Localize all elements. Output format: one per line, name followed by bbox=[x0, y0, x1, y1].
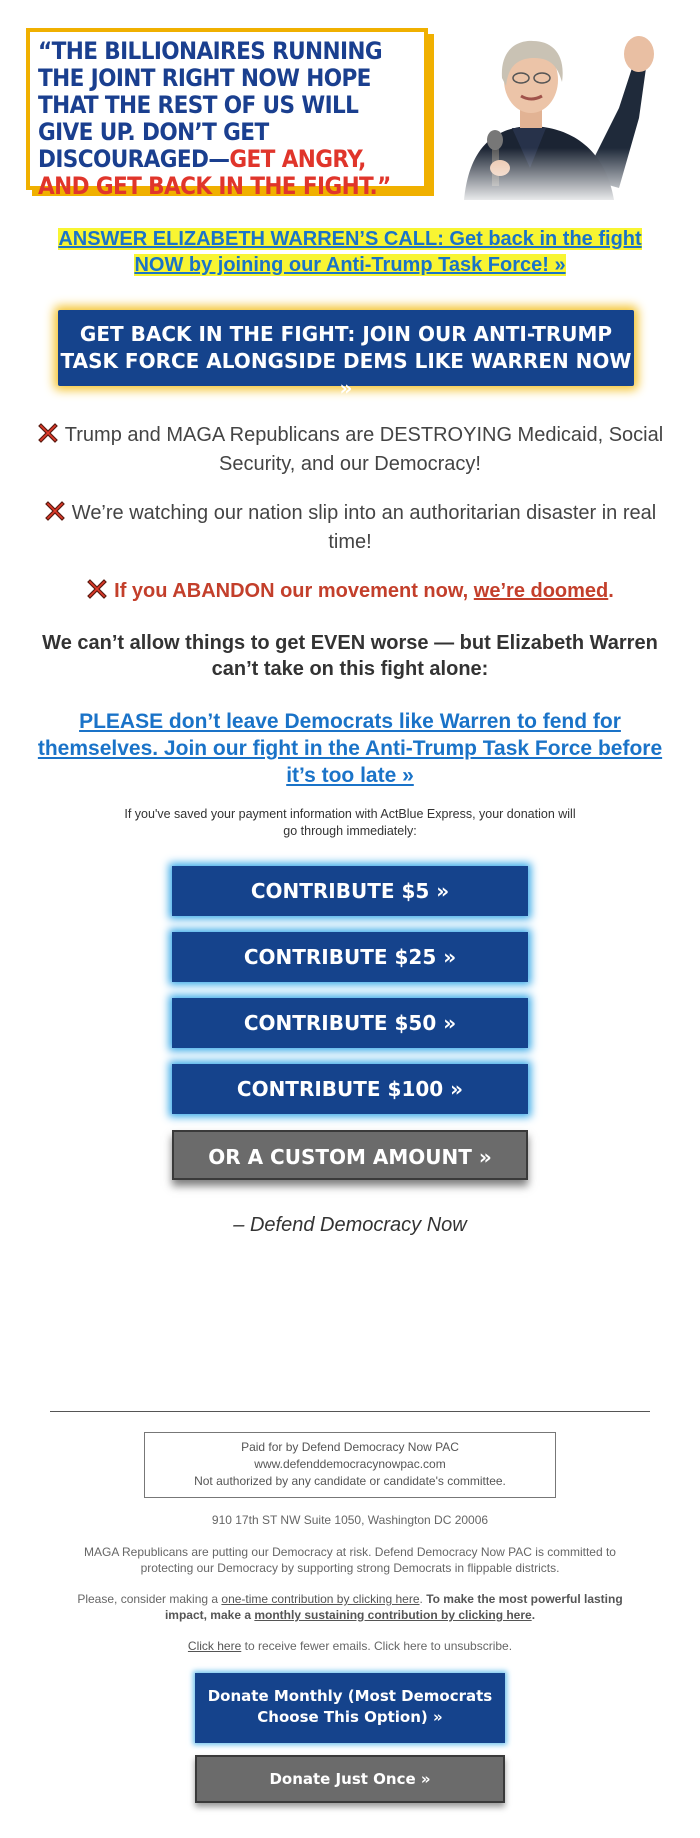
unsubscribe-text: to receive fewer emails. Click here to unsubscribe. bbox=[241, 1639, 513, 1653]
red-x-icon bbox=[86, 578, 108, 607]
quote-red-text: GET ANGRY, AND GET BACK IN THE FIGHT.” bbox=[38, 145, 391, 200]
please-join-anchor[interactable]: PLEASE don’t leave Democrats like Warren to fend for themselves. Join our fight in the Anti-Trump Task Force before it’s too late » bbox=[37, 710, 663, 787]
contribute-25-button[interactable]: CONTRIBUTE $25 » bbox=[172, 932, 528, 982]
consider-pre: Please, consider making a bbox=[77, 1592, 222, 1606]
bullet-authoritarian bbox=[30, 500, 670, 555]
bullet-text: If you ABANDON our movement now, bbox=[114, 580, 474, 602]
mission-statement: MAGA Republicans are putting our Democracy at risk. Defend Democracy Now PAC is committed to protecting our Democracy by supporting strong Democrats in flippable districts. bbox=[84, 1545, 616, 1575]
paid-for-box bbox=[144, 1432, 556, 1498]
doomed-text: we’re doomed bbox=[473, 580, 609, 602]
paid-for-line: Paid for by Defend Democracy Now PAC bbox=[241, 1440, 459, 1454]
warren-photo bbox=[434, 28, 674, 200]
custom-amount-button[interactable]: OR A CUSTOM AMOUNT » bbox=[172, 1130, 528, 1180]
actblue-note: If you've saved your payment information with ActBlue Express, your donation will go through immediately: bbox=[124, 807, 576, 838]
contribution-options bbox=[60, 1591, 640, 1623]
hero-banner bbox=[26, 28, 674, 198]
donate-once-button[interactable]: Donate Just Once » bbox=[195, 1755, 505, 1803]
bullet-text: We’re watching our nation slip into an authoritarian disaster in real time! bbox=[71, 502, 657, 553]
one-time-link[interactable]: one-time contribution by clicking here bbox=[221, 1592, 420, 1606]
contribute-100-button[interactable]: CONTRIBUTE $100 » bbox=[172, 1064, 528, 1114]
cant-allow-heading: We can’t allow things to get EVEN worse — but Elizabeth Warren can’t take on this fight alone: bbox=[42, 632, 658, 680]
signoff: – Defend Democracy Now bbox=[233, 1214, 467, 1236]
footer-divider bbox=[50, 1411, 650, 1412]
please-join-link[interactable] bbox=[30, 708, 670, 789]
bullet-destroying bbox=[30, 422, 670, 477]
disclaimer-line: Not authorized by any candidate or candidate's committee. bbox=[194, 1474, 506, 1488]
mailing-address: 910 17th ST NW Suite 1050, Washington DC 20006 bbox=[211, 1513, 489, 1527]
bullet-text: Trump and MAGA Republicans are DESTROYING Medicaid, Social Security, and our Democracy! bbox=[64, 424, 664, 475]
bullet-abandon bbox=[30, 578, 670, 607]
consider-bold: To make the most powerful lasting impact, make a monthly sustaining contribution by clicking here. bbox=[164, 1592, 623, 1622]
consider-mid: . bbox=[419, 1592, 427, 1606]
answer-warren-anchor[interactable]: ANSWER ELIZABETH WARREN’S CALL: Get back in the fight NOW by joining our Anti-Trump Task Force! » bbox=[58, 228, 642, 276]
unsubscribe-line bbox=[100, 1638, 600, 1654]
contribute-50-button[interactable]: CONTRIBUTE $50 » bbox=[172, 998, 528, 1048]
monthly-link[interactable]: monthly sustaining contribution by clicking here bbox=[254, 1608, 532, 1622]
fewer-emails-link[interactable]: Click here bbox=[187, 1639, 242, 1653]
join-task-force-button[interactable]: GET BACK IN THE FIGHT: JOIN OUR ANTI-TRUMP TASK FORCE ALONGSIDE DEMS LIKE WARREN NOW » bbox=[58, 310, 634, 386]
website-line: www.defenddemocracynowpac.com bbox=[254, 1457, 446, 1471]
donate-monthly-button[interactable]: Donate Monthly (Most Democrats Choose This Option) » bbox=[195, 1673, 505, 1743]
answer-warren-link[interactable] bbox=[40, 226, 660, 278]
warren-quote: “THE BILLIONAIRES RUNNING THE JOINT RIGHT NOW HOPE THAT THE REST OF US WILL GIVE UP. DON’T GET DISCOURAGED—GET ANGRY, AND GET BACK IN THE FIGHT.” bbox=[38, 37, 391, 200]
quote-box bbox=[26, 28, 428, 200]
red-x-icon bbox=[44, 500, 66, 529]
bullet-end: . bbox=[608, 580, 614, 602]
red-x-icon bbox=[37, 422, 59, 451]
contribute-5-button[interactable]: CONTRIBUTE $5 » bbox=[172, 866, 528, 916]
